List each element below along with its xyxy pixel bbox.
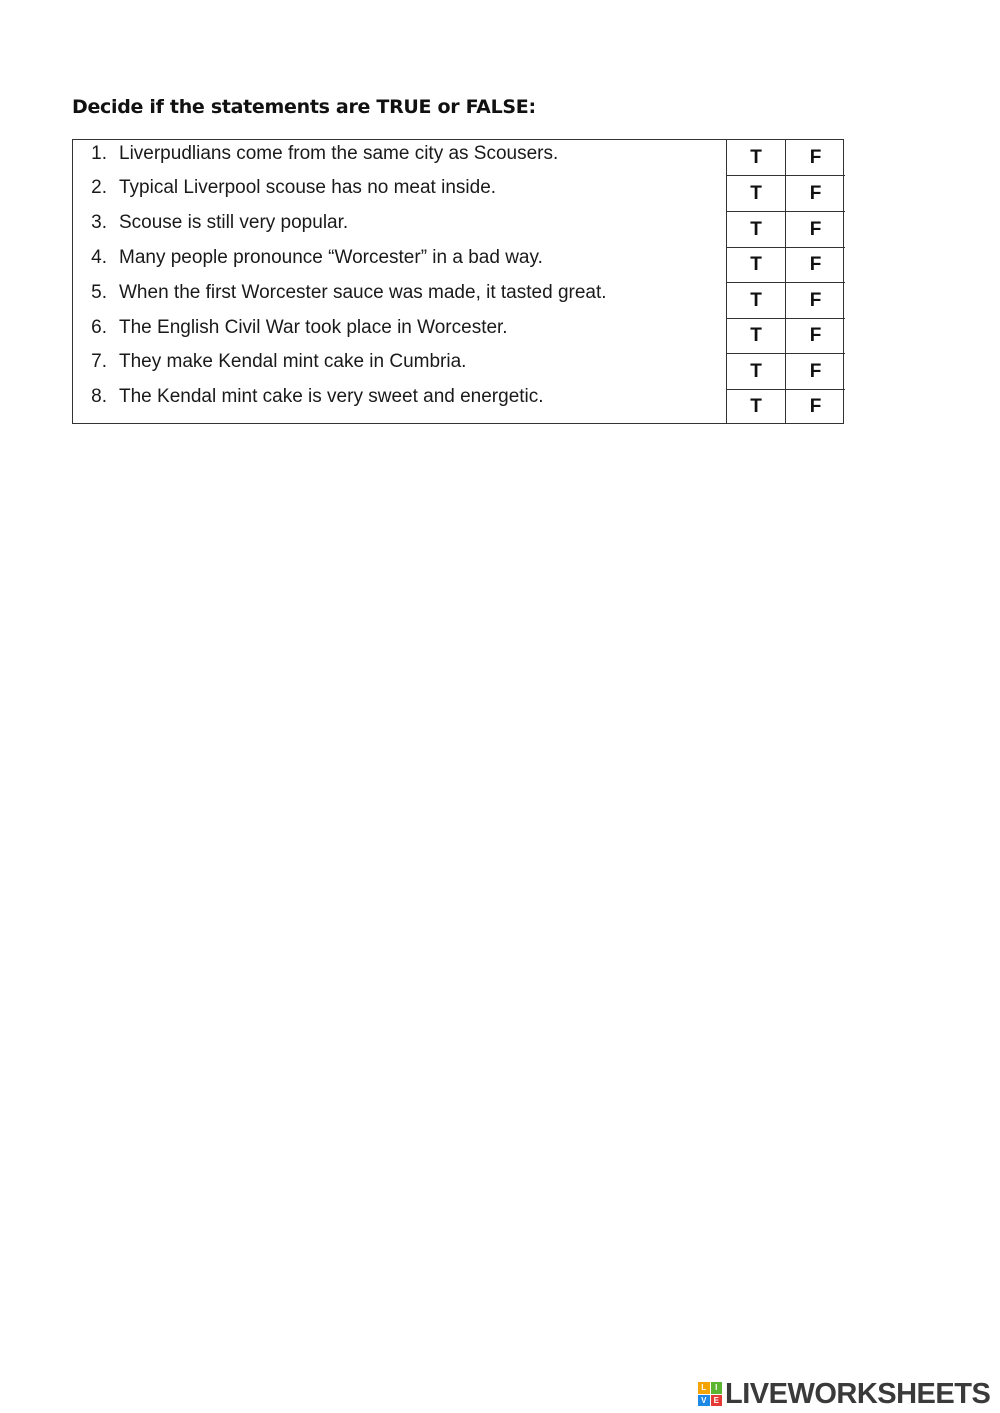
answer-row — [727, 354, 845, 390]
answer-row — [727, 176, 845, 212]
answer-row — [727, 212, 845, 248]
statement-row — [73, 177, 496, 212]
true-option[interactable]: T — [727, 318, 786, 353]
statement-number: 5. — [91, 282, 107, 303]
false-option[interactable]: F — [809, 324, 822, 346]
true-option[interactable]: T — [727, 176, 786, 211]
false-option[interactable]: F — [809, 218, 822, 240]
false-option[interactable]: F — [809, 289, 822, 311]
statement-text: Liverpudlians come from the same city as Scousers. — [119, 143, 559, 164]
logo-text: LIVEWORKSHEETS — [725, 1377, 991, 1410]
statement-row — [73, 247, 543, 282]
statement-text: They make Kendal mint cake in Cumbria. — [119, 351, 467, 372]
answer-row — [727, 283, 845, 319]
statement-text: The Kendal mint cake is very sweet and energetic. — [119, 386, 544, 407]
false-option[interactable]: F — [809, 146, 822, 168]
true-option[interactable]: T — [727, 283, 786, 318]
true-option[interactable]: T — [727, 389, 786, 424]
liveworksheets-logo[interactable] — [698, 1378, 990, 1410]
instructions-heading: Decide if the statements are TRUE or FALSE: — [72, 96, 536, 118]
statement-text: When the first Worcester sauce was made, it tasted great. — [119, 282, 607, 303]
statement-row — [73, 282, 607, 317]
true-option[interactable]: T — [727, 212, 786, 247]
false-option[interactable]: F — [809, 395, 822, 417]
answer-row — [727, 140, 845, 176]
statement-number: 6. — [91, 317, 107, 338]
true-option[interactable]: T — [727, 140, 786, 175]
statement-text: Scouse is still very popular. — [119, 212, 349, 233]
false-option[interactable]: F — [809, 253, 822, 275]
logo-mark-letter: L — [698, 1382, 710, 1394]
statement-number: 8. — [91, 386, 107, 407]
true-false-answers — [726, 140, 845, 423]
statements-table — [72, 139, 844, 424]
statement-number: 2. — [91, 177, 107, 198]
liveworksheets-logo-icon — [698, 1382, 722, 1406]
logo-mark-letter: V — [698, 1395, 710, 1407]
logo-mark-letter: E — [711, 1395, 723, 1407]
statement-number: 1. — [91, 143, 107, 164]
false-option[interactable]: F — [809, 360, 822, 382]
logo-mark-letter: I — [711, 1382, 723, 1394]
statement-row — [73, 317, 508, 352]
statement-number: 4. — [91, 247, 107, 268]
false-option[interactable]: F — [809, 182, 822, 204]
statement-text: Typical Liverpool scouse has no meat inside. — [119, 177, 497, 198]
statement-row — [73, 351, 466, 386]
answer-row — [727, 247, 845, 283]
statement-text: Many people pronounce “Worcester” in a bad way. — [119, 247, 543, 268]
statement-number: 7. — [91, 351, 107, 372]
answer-row — [727, 389, 845, 424]
statement-row — [73, 386, 544, 421]
statement-number: 3. — [91, 212, 107, 233]
statement-row — [73, 212, 348, 247]
true-option[interactable]: T — [727, 247, 786, 282]
statement-row — [73, 143, 558, 178]
true-option[interactable]: T — [727, 354, 786, 389]
answer-row — [727, 318, 845, 354]
statement-text: The English Civil War took place in Worcester. — [119, 317, 508, 338]
